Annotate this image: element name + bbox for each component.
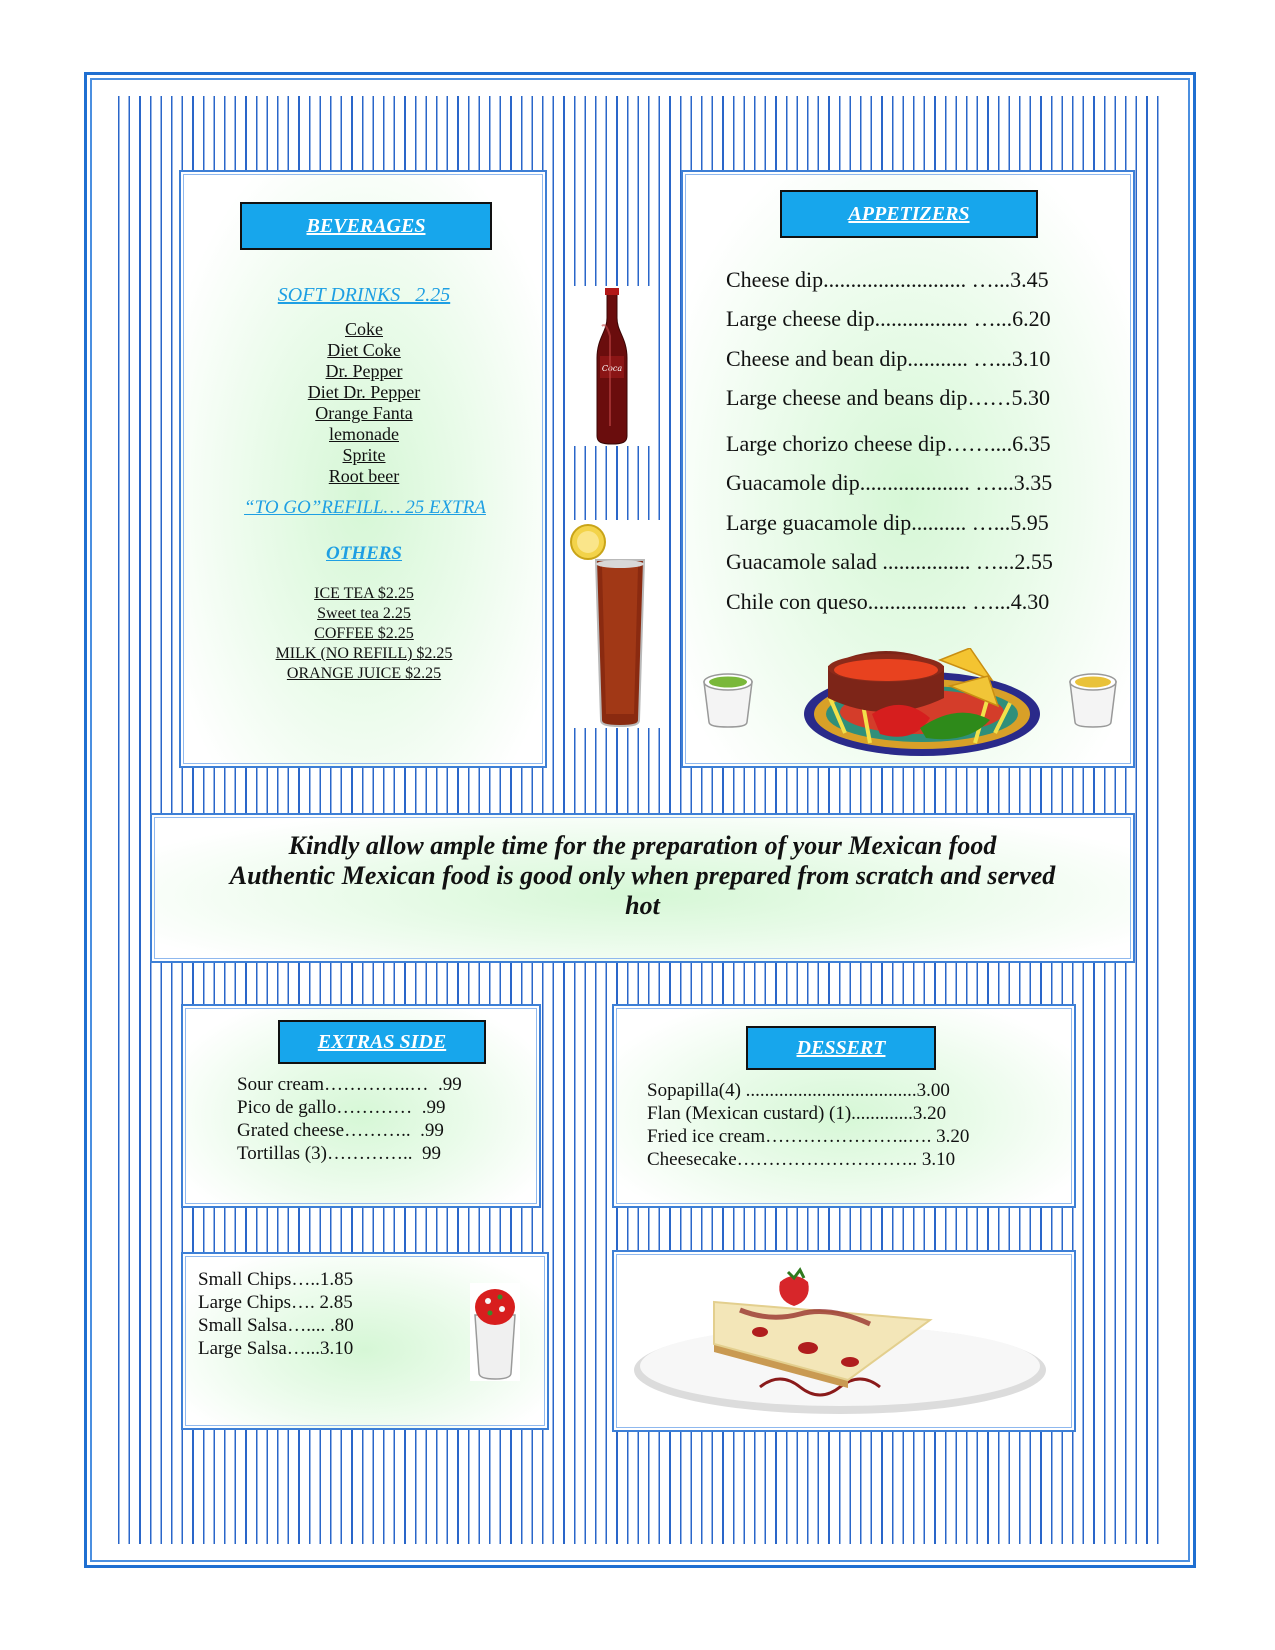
salsa-cup-icon (470, 1283, 520, 1381)
cheesecake-icon (630, 1262, 1050, 1420)
beverages-header: BEVERAGES (240, 202, 492, 250)
list-item: Coke (345, 319, 383, 339)
others-list (244, 584, 484, 684)
list-item: Diet Coke (327, 340, 401, 360)
extras-list (237, 1073, 507, 1165)
list-item: Large chorizo cheese dip……....6.35 (726, 431, 1051, 456)
list-item: ICE TEA $2.25 (314, 585, 414, 602)
list-item: Cheesecake……………………….. 3.10 (647, 1149, 956, 1170)
others-heading: OTHERS (325, 543, 403, 564)
list-item: Guacamole dip.................... …...3.35 (726, 470, 1053, 495)
list-item: Root beer (328, 466, 400, 486)
list-item: Chile con queso.................. …...4.30 (726, 589, 1050, 614)
appetizers-header: APPETIZERS (780, 190, 1038, 238)
queso-cup-icon (1066, 668, 1120, 728)
list-item: Cheese dip.......................... …...3.45 (726, 267, 1049, 292)
list-item: Cheese and bean dip........... …...3.10 (726, 346, 1051, 371)
list-item: Sweet tea 2.25 (317, 605, 411, 622)
list-item: Diet Dr. Pepper (307, 382, 421, 402)
cola-bottle-icon (572, 286, 652, 446)
list-item: Tortillas (3)………….. 99 (237, 1143, 441, 1164)
svg-text:Coca: Coca (601, 364, 623, 373)
list-item: Large cheese and beans dip……5.30 (726, 385, 1050, 410)
refill-note: “TO GO”REFILL… 25 EXTRA (244, 497, 486, 518)
notice-text (160, 831, 1125, 921)
list-item: Large Chips…. 2.85 (198, 1292, 353, 1313)
list-item: lemonade (329, 424, 399, 444)
list-item: Sour cream…………..… .99 (237, 1074, 462, 1095)
list-item: Large Salsa…...3.10 (198, 1338, 354, 1359)
list-item: Orange Fanta (315, 403, 413, 423)
notice-line-2: Authentic Mexican food is good only when prepared from scratch and served (229, 861, 1056, 890)
list-item: Pico de gallo………… .99 (237, 1097, 446, 1118)
dessert-header: DESSERT (746, 1026, 936, 1070)
list-item: Small Salsa….... .80 (198, 1315, 354, 1336)
dessert-list (647, 1079, 1067, 1171)
list-item: ORANGE JUICE $2.25 (286, 665, 442, 682)
extras-header: EXTRAS SIDE (278, 1020, 486, 1064)
list-item: COFFEE $2.25 (314, 625, 414, 642)
list-item: Fried ice cream…………………..…. 3.20 (647, 1126, 970, 1147)
salsa-chips-plate-icon (800, 648, 1045, 758)
list-item: Small Chips…..1.85 (198, 1269, 354, 1290)
list-item: Flan (Mexican custard) (1).............3.20 (647, 1103, 947, 1124)
list-item: MILK (NO REFILL) $2.25 (275, 645, 453, 662)
chips-list (198, 1268, 438, 1360)
list-item: Sprite (342, 445, 386, 465)
list-item: Guacamole salad ................ …...2.55 (726, 549, 1053, 574)
list-item: Large guacamole dip.......... …...5.95 (726, 510, 1049, 535)
list-item: Sopapilla(4) ....................................3.00 (647, 1080, 950, 1101)
guacamole-cup-icon (700, 668, 756, 728)
iced-tea-icon (566, 520, 662, 728)
list-item: Large cheese dip................. …...6.20 (726, 306, 1051, 331)
soft-drinks-list (254, 319, 474, 487)
list-item: Grated cheese……….. .99 (237, 1120, 444, 1141)
list-item: Dr. Pepper (325, 361, 403, 381)
notice-line-3: hot (625, 891, 660, 920)
notice-line-1: Kindly allow ample time for the preparation of your Mexican food (288, 831, 997, 860)
soft-drinks-heading: SOFT DRINKS 2.25 (277, 284, 451, 306)
